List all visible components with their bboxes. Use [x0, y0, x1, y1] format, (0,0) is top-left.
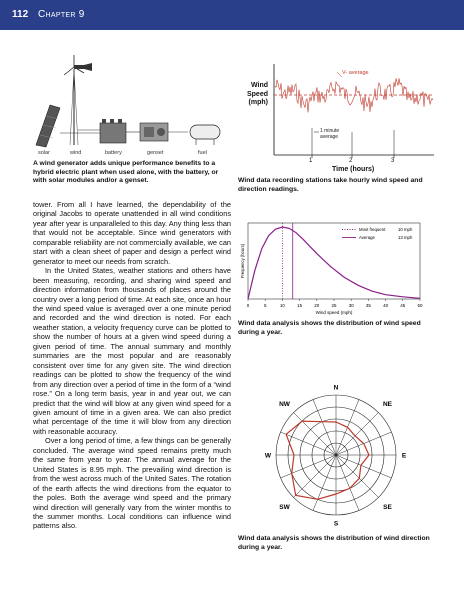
dist-x-tick-label: 45 — [400, 303, 406, 308]
dist-x-tick-label: 20 — [314, 303, 320, 308]
paragraph-1: tower. From all I have learned, the dependability of the original Jacobs to operate unattended in all wind conditions year after year is unparalleled to this day. Any thing less than that would not be acceptable. Since wind generators with comparable reliability are not commercially available, we can start with a clean sheet of paper and design a perfect wind generator to meet our needs from scratch. — [33, 200, 231, 266]
x-tick-2: 2 — [349, 158, 353, 164]
time-xlabel: Time (hours) — [332, 166, 375, 173]
dist-x-tick-label: 0 — [246, 303, 250, 308]
rose-direction-label: W — [264, 452, 272, 460]
dist-x-tick-label: 25 — [331, 303, 337, 308]
rose-spoke — [294, 455, 336, 497]
label-wind: wind — [70, 150, 82, 156]
wind-speed-ylabel: Wind Speed (mph) — [246, 82, 268, 106]
dist-x-tick-label: 15 — [297, 303, 303, 308]
dist-x-tick-label: 50 — [417, 303, 423, 308]
legend-value: 10 mph — [398, 227, 413, 232]
wind-turbine-icon — [64, 55, 92, 145]
x-tick-3: 3 — [391, 158, 395, 164]
distribution-plot — [238, 217, 434, 317]
rose-direction-label: SW — [279, 503, 290, 511]
chapter-title: Chapter 9 — [38, 9, 85, 20]
paragraph-3: Over a long period of time, a few things can be generally concluded. The average wind speed remains pretty much the same from year to year. The annual average for the United States is 8.95 mph. The prevailing wind direction is from the west across much of the United Sates. The rotation of the earth affects the wind directions from the equator to the poles. Both the average wind speed and the primary wind direction will generally vary from the winter months to the summer months. Local conditions can influence wind patterns also. — [33, 436, 231, 531]
page-number: 112 — [12, 9, 29, 20]
fuel-tank-icon — [190, 125, 220, 145]
figure3-caption: Wind data analysis shows the distribution of wind speed during a year. — [238, 320, 421, 336]
figure1-caption: A wind generator adds unique performance benefits to a hybrid electric plant when used alone, with the battery, or with solar modules and/or a genset. — [33, 160, 219, 185]
dist-curve — [248, 227, 420, 299]
rose-direction-label: N — [333, 384, 339, 392]
battery-icon — [100, 119, 126, 143]
page-header — [0, 0, 464, 30]
wind-speed-distribution-chart — [238, 217, 434, 317]
x-tick-1: 1 — [309, 158, 313, 164]
solar-panel-icon — [36, 105, 60, 147]
genset-icon — [140, 123, 168, 141]
dist-x-tick-label: 5 — [263, 303, 267, 308]
figure2-caption: Wind data recording stations take hourly wind speed and direction readings. — [238, 177, 423, 193]
legend-name: Most frequent — [359, 227, 386, 232]
dist-x-tick-label: 10 — [279, 303, 285, 308]
rose-direction-label: S — [333, 520, 339, 528]
dist-xlabel: Wind speed (mph) — [315, 310, 353, 315]
figure4-caption: Wind data analysis shows the distribution of wind direction during a year. — [238, 535, 430, 551]
label-genset: genset — [147, 150, 164, 156]
wind-speed-recording-figure — [238, 60, 438, 180]
rose-spoke — [336, 413, 378, 455]
dist-x-tick-label: 35 — [365, 303, 371, 308]
wind-rose-figure — [238, 380, 434, 530]
dist-x-tick-label: 30 — [348, 303, 354, 308]
wind-rose — [238, 380, 434, 530]
wind-speed-trace — [238, 60, 438, 180]
v-average-label: V- average — [342, 70, 369, 76]
label-battery: battery — [105, 150, 122, 156]
paragraph-2: In the United States, weather stations and others have been measuring, recording, and sharing wind speed and direction information from thousands of places around the country over a long period of time. At each site, once an hour the wind speed value is averaged over a one minute period and recorded and the wind direction is noted. For each weather station, a velocity frequency curve can be plotted to show the number of hours at a given wind speed during a given period of time. The annual summary and monthly summaries are the most popular and are reasonably consistent over time for any given site. The wind direction readings can be plotted to show the frequency of the wind from any direction over a period of time in the form of a “wind rose.” On a long term basis, year in and year out, we can predict that the wind will blow at any given wind speed for a given amount of time in a given area. We can also predict what percentage of the time it will blow from any direction with reasonable accuracy. — [33, 266, 231, 436]
label-fuel: fuel — [198, 150, 207, 156]
label-solar: solar — [38, 150, 50, 156]
rose-direction-label: NW — [279, 401, 290, 409]
dist-x-tick-label: 40 — [383, 303, 389, 308]
body-text — [33, 200, 231, 531]
hybrid-system-diagram — [30, 55, 230, 155]
legend-name: Average — [359, 235, 375, 240]
rose-direction-label: NE — [382, 401, 392, 409]
rose-direction-label: E — [401, 452, 407, 460]
rose-spoke — [294, 413, 336, 455]
rose-direction-label: SE — [383, 503, 392, 511]
one-minute-label: 1 minute average — [320, 128, 340, 140]
legend-value: 13 mph — [398, 235, 413, 240]
dist-ylabel: Frequency (hours) — [240, 243, 245, 279]
